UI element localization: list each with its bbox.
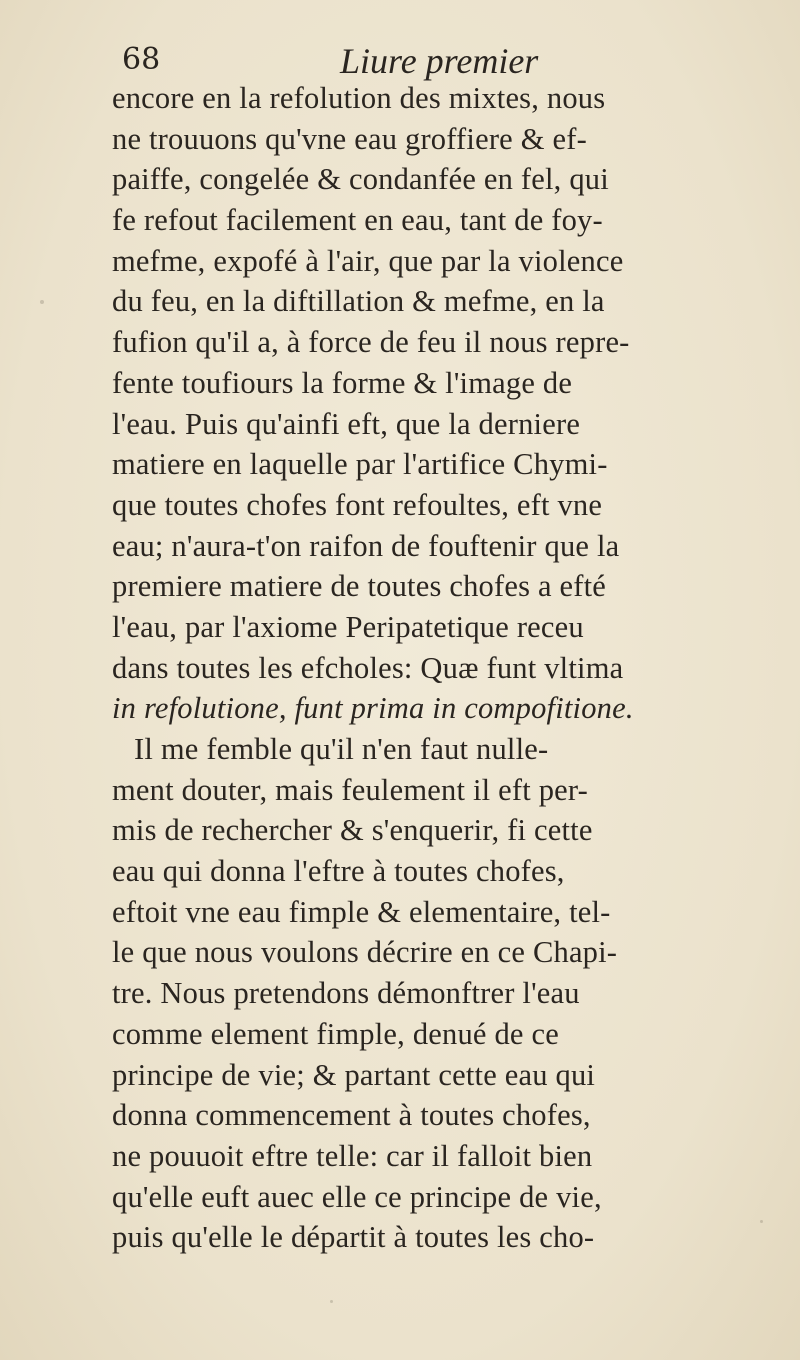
- text-line: l'eau. Puis qu'ainfi eft, que la derniere: [112, 406, 581, 441]
- body-text: [112, 78, 772, 1258]
- running-title: Liure premier: [340, 41, 539, 81]
- text-line: puis qu'elle le départit à toutes les cho-: [112, 1220, 595, 1255]
- text-line: encore en la refolution des mixtes, nous: [112, 81, 606, 115]
- text-line: eau; n'aura-t'on raifon de fouftenir que la: [112, 528, 620, 563]
- text-line: l'eau, par l'axiome Peripatetique receu: [112, 609, 584, 644]
- text-line: comme element fimple, denué de ce: [112, 1016, 559, 1051]
- text-line: ment douter, mais feulement il eft per-: [112, 772, 589, 807]
- text-line: dans toutes les efcholes: Quæ funt vltima: [112, 650, 624, 685]
- text-line: du feu, en la diftillation & mefme, en la: [112, 284, 605, 319]
- text-line: eau qui donna l'eftre à toutes chofes,: [112, 854, 565, 889]
- text-line: premiere matiere de toutes chofes a efté: [112, 569, 607, 604]
- text-line: paiffe, congelée & condanfée en fel, qui: [112, 162, 609, 197]
- paper-speck: [330, 1300, 333, 1303]
- text-line: ne pouuoit eftre telle: car il falloit bien: [112, 1138, 593, 1173]
- text-line: donna commencement à toutes chofes,: [112, 1098, 591, 1133]
- paper-speck: [40, 300, 44, 304]
- text-line: ne trouuons qu'vne eau groffiere & ef-: [112, 121, 587, 156]
- text-line: mefme, expofé à l'air, que par la violence: [112, 243, 624, 278]
- text-line: le que nous voulons décrire en ce Chapi-: [112, 935, 618, 970]
- text-line: matiere en laquelle par l'artifice Chymi-: [112, 447, 608, 482]
- text-line: mis de rechercher & s'enquerir, fi cette: [112, 813, 593, 848]
- text-line: Il me femble qu'il n'en faut nulle-: [134, 732, 549, 766]
- text-line: qu'elle euft auec elle ce principe de vie,: [112, 1179, 602, 1214]
- text-line: principe de vie; & partant cette eau qui: [112, 1057, 596, 1092]
- text-line: in refolutione, funt prima in compofitione.: [112, 691, 634, 726]
- page-number: 68: [122, 42, 161, 77]
- text-line: fufion qu'il a, à force de feu il nous repre-: [112, 325, 630, 360]
- paper-speck: [760, 1220, 763, 1223]
- text-line: eftoit vne eau fimple & elementaire, tel-: [112, 894, 611, 929]
- text-line: que toutes chofes font refoultes, eft vne: [112, 487, 603, 522]
- text-line: fente toufiours la forme & l'image de: [112, 365, 573, 400]
- text-line: fe refout facilement en eau, tant de foy-: [112, 203, 603, 238]
- text-line: tre. Nous pretendons démonftrer l'eau: [112, 976, 580, 1011]
